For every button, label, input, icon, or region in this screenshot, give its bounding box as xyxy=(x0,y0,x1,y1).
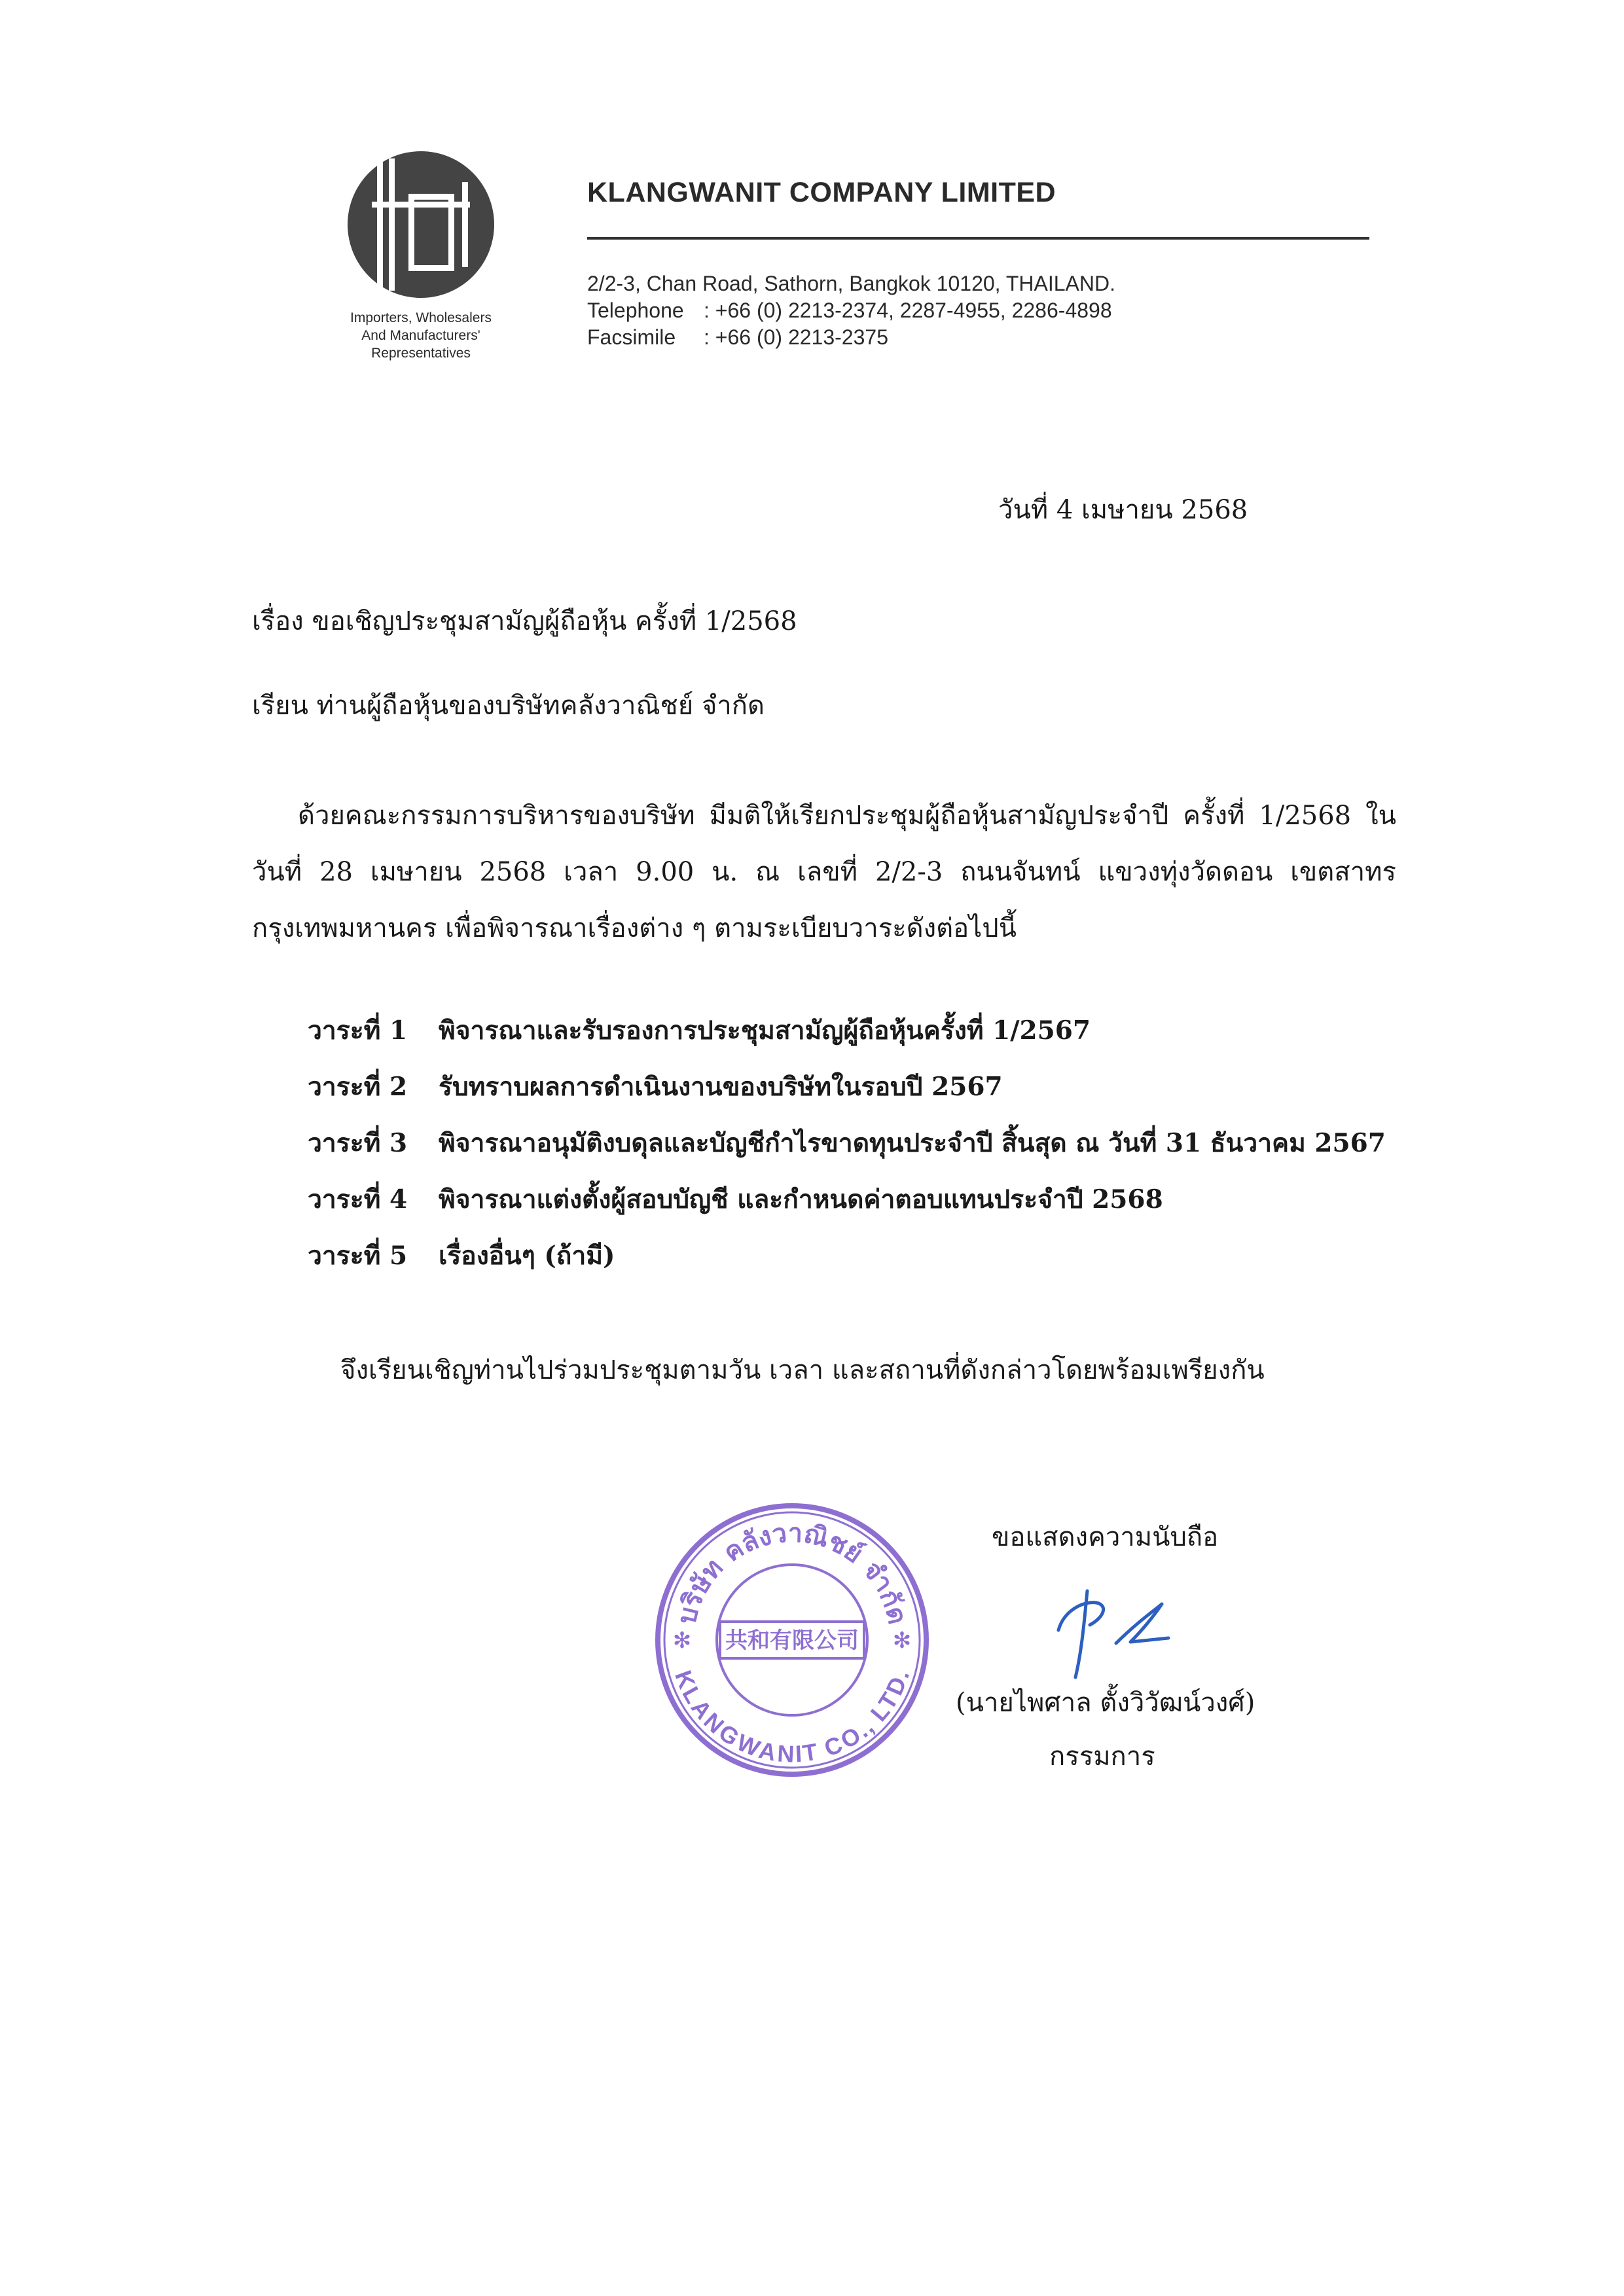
letter-body-paragraph xyxy=(252,788,1396,957)
body-word: วันที่ xyxy=(252,857,302,887)
tagline-line: Representatives xyxy=(371,346,471,361)
body-word: ใน xyxy=(1365,801,1396,831)
letter-date: วันที่ 4 เมษายน 2568 xyxy=(998,495,1248,525)
agenda-text: พิจารณาและรับรองการประชุมสามัญผู้ถือหุ้นครั้งที่ 1/2567 xyxy=(439,1015,1091,1046)
fax-label: Facsimile xyxy=(587,325,676,349)
body-word: 2568 xyxy=(479,857,547,887)
agenda-item xyxy=(308,1123,1386,1179)
telephone-label: Telephone xyxy=(587,299,684,322)
body-word: 1/2568 xyxy=(1259,801,1352,831)
body-word: เขตสาทร xyxy=(1290,857,1396,887)
body-line-2 xyxy=(252,844,1396,900)
agenda-list xyxy=(308,1010,1386,1292)
company-seal xyxy=(648,1496,936,1784)
seal-text-center: 共和有限公司 xyxy=(725,1628,859,1654)
body-word: น. xyxy=(712,857,738,887)
agenda-number: วาระที่ 2 xyxy=(308,1072,408,1102)
company-address: 2/2-3, Chan Road, Sathorn, Bangkok 10120, THAILAND. xyxy=(587,272,1115,295)
agenda-number: วาระที่ 5 xyxy=(308,1241,408,1271)
company-contact xyxy=(587,270,1115,351)
agenda-number: วาระที่ 1 xyxy=(308,1015,408,1046)
seal-star-icon: ✻ xyxy=(892,1628,912,1654)
fax-value: : +66 (0) 2213-2375 xyxy=(704,325,888,349)
tagline-line: Importers, Wholesalers xyxy=(350,310,492,325)
body-word: ครั้งที่ xyxy=(1183,801,1245,831)
agenda-text: เรื่องอื่นๆ (ถ้ามี) xyxy=(439,1241,615,1271)
telephone-value: : +66 (0) 2213-2374, 2287-4955, 2286-4898 xyxy=(704,299,1112,322)
tagline-line: And Manufacturers' xyxy=(361,328,480,343)
fax-row xyxy=(587,324,1115,351)
body-word: ด้วยคณะกรรมการบริหารของบริษัท xyxy=(298,801,695,831)
agenda-item xyxy=(308,1066,1386,1123)
company-name: KLANGWANIT COMPANY LIMITED xyxy=(587,177,1056,208)
body-line-1 xyxy=(252,788,1396,844)
body-word: เวลา xyxy=(564,857,619,887)
body-word: 28 xyxy=(319,857,353,887)
body-word: 9.00 xyxy=(636,857,695,887)
body-word: ณ xyxy=(755,857,780,887)
body-word: มีมติให้เรียกประชุมผู้ถือหุ้นสามัญประจำปี xyxy=(709,801,1169,831)
body-word: 2/2-3 xyxy=(875,857,943,887)
closing-sentence: จึงเรียนเชิญท่านไปร่วมประชุมตามวัน เวลา และสถานที่ดังกล่าวโดยพร้อมเพรียงกัน xyxy=(340,1355,1265,1385)
agenda-text: พิจารณาแต่งตั้งผู้สอบบัญชี และกำหนดค่าตอบแทนประจำปี 2568 xyxy=(439,1184,1163,1214)
body-line-3: กรุงเทพมหานคร เพื่อพิจารณาเรื่องต่าง ๆ ตามระเบียบวาระดังต่อไปนี้ xyxy=(252,913,1017,943)
seal-text-top: บริษัท คลังวาณิชย์ จำกัด xyxy=(671,1517,913,1628)
body-word: เมษายน xyxy=(370,857,462,887)
body-word: เลขที่ xyxy=(797,857,858,887)
agenda-item xyxy=(308,1179,1386,1235)
signatory-title: กรรมการ xyxy=(1049,1741,1155,1772)
company-tagline xyxy=(321,309,521,362)
body-word: ถนนจันทน์ xyxy=(960,857,1081,887)
letter-salutation: เรียน ท่านผู้ถือหุ้นของบริษัทคลังวาณิชย์ จำกัด xyxy=(252,691,765,721)
handwritten-signature xyxy=(1044,1565,1195,1683)
seal-star-icon: ✻ xyxy=(672,1628,692,1654)
company-logo xyxy=(346,149,496,300)
agenda-text: รับทราบผลการดำเนินงานของบริษัทในรอบปี 2567 xyxy=(439,1072,1003,1102)
letter-subject: เรื่อง ขอเชิญประชุมสามัญผู้ถือหุ้น ครั้งที่ 1/2568 xyxy=(252,606,797,636)
agenda-text: พิจารณาอนุมัติงบดุลและบัญชีกำไรขาดทุนประจำปี สิ้นสุด ณ วันที่ 31 ธันวาคม 2567 xyxy=(439,1128,1386,1158)
regards-line: ขอแสดงความนับถือ xyxy=(992,1522,1219,1552)
svg-text:KLANGWANIT CO., LTD. xyxy=(670,1667,914,1768)
telephone-row xyxy=(587,297,1115,324)
agenda-item xyxy=(308,1235,1386,1292)
agenda-number: วาระที่ 4 xyxy=(308,1184,408,1214)
agenda-number: วาระที่ 3 xyxy=(308,1128,408,1158)
letterhead-divider xyxy=(587,237,1369,240)
signatory-name: (นายไพศาล ตั้งวิวัฒน์วงศ์) xyxy=(956,1688,1255,1718)
agenda-item xyxy=(308,1010,1386,1066)
body-word: แขวงทุ่งวัดดอน xyxy=(1098,857,1273,887)
seal-text-bottom: KLANGWANIT CO., LTD. xyxy=(670,1666,915,1768)
